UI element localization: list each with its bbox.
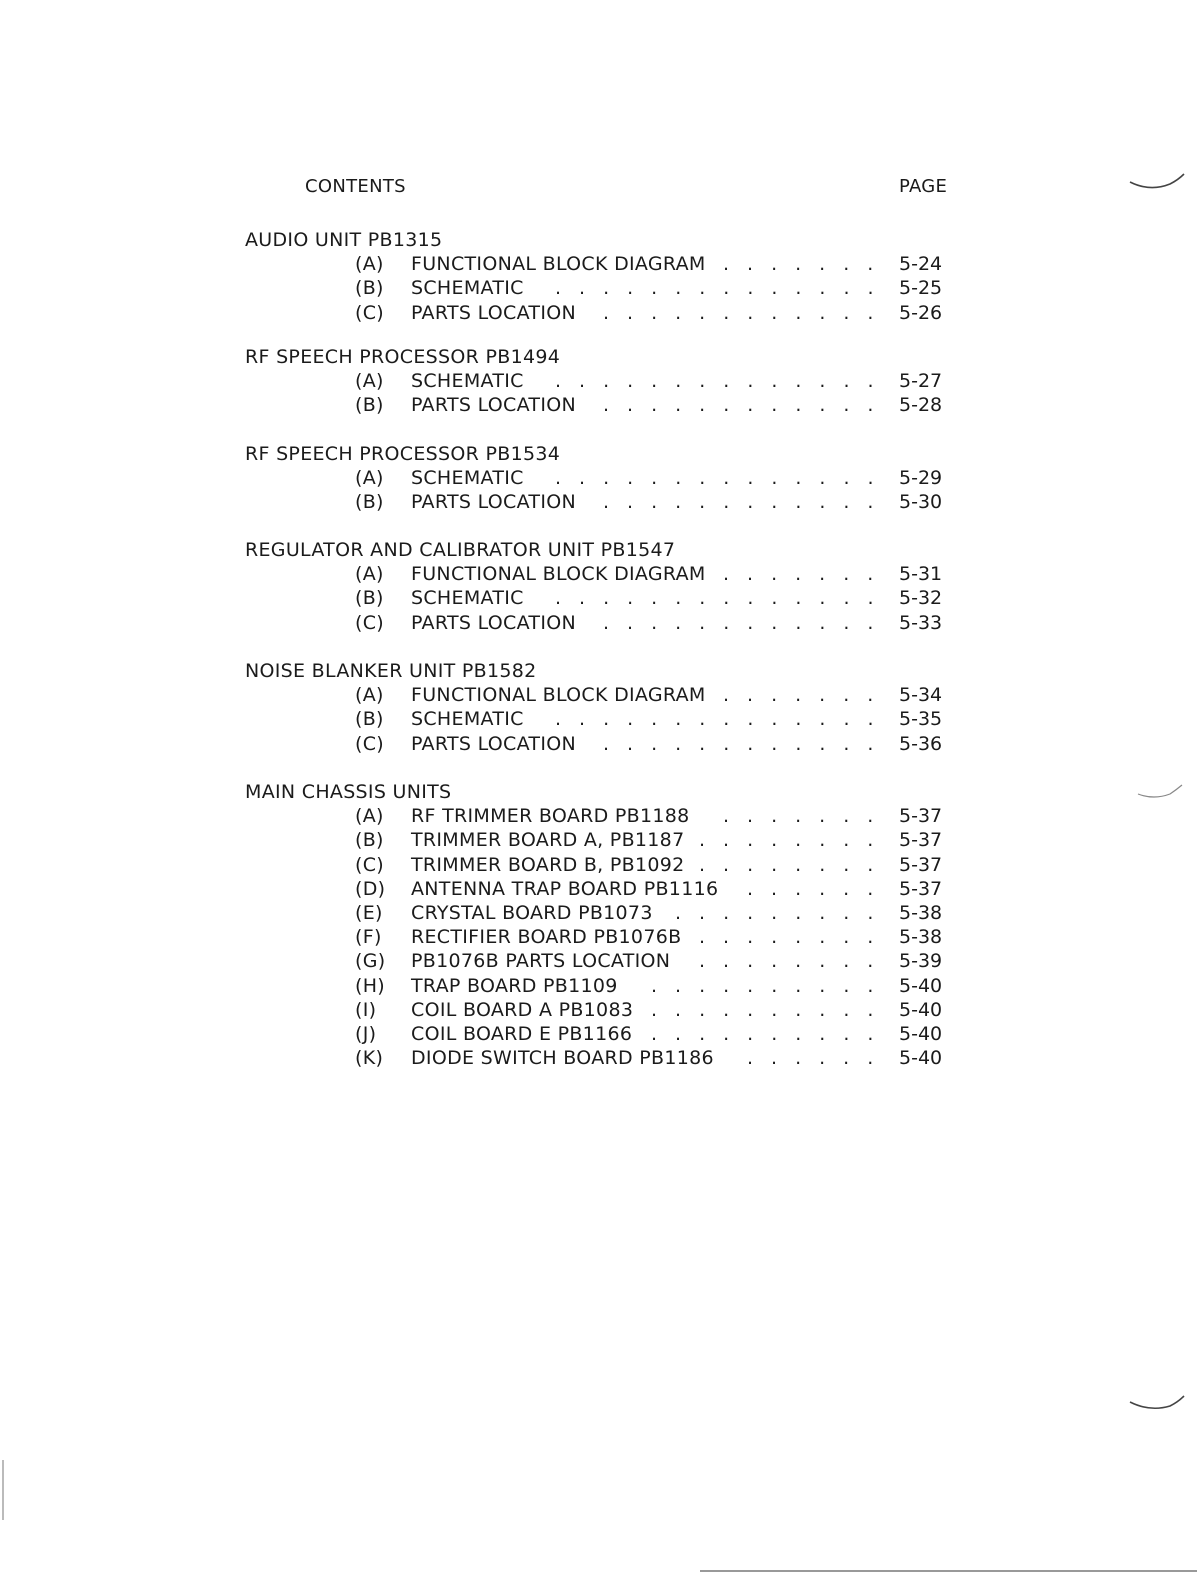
entry-title: FUNCTIONAL BLOCK DIAGRAM [411,684,706,706]
entry-page-number: 5-27 [899,370,943,392]
toc-entry [245,301,965,325]
entry-title: RF TRIMMER BOARD PB1188 [411,805,690,827]
entry-page-number: 5-37 [899,805,943,827]
toc-entry [245,949,965,973]
toc-entry [245,393,965,417]
entry-title: SCHEMATIC [411,370,524,392]
entry-title: FUNCTIONAL BLOCK DIAGRAM [411,253,706,275]
dot-leader: .............. [555,370,892,392]
entry-page-number: 5-30 [899,491,943,513]
toc-entry [245,901,965,925]
punch-mark-2 [1136,782,1186,802]
entry-letter: (K) [355,1047,384,1069]
entry-title: CRYSTAL BOARD PB1073 [411,902,653,924]
toc-entry [245,466,965,490]
dot-leader: ............ [603,491,892,513]
toc-entry [245,732,965,756]
section-title: MAIN CHASSIS UNITS [245,781,452,803]
entry-letter: (D) [355,878,386,900]
entry-letter: (B) [355,491,384,513]
entry-letter: (A) [355,253,384,275]
entry-title: COIL BOARD E PB1166 [411,1023,633,1045]
entry-letter: (B) [355,277,384,299]
section-title: RF SPEECH PROCESSOR PB1494 [245,346,561,368]
toc-entry [245,252,965,276]
left-edge-speck [2,1460,4,1520]
entry-letter: (H) [355,975,386,997]
entry-page-number: 5-33 [899,612,943,634]
entry-page-number: 5-24 [899,253,943,275]
dot-leader: .............. [555,467,892,489]
toc-entry [245,276,965,300]
toc-entry [245,877,965,901]
entry-letter: (G) [355,950,386,972]
entry-page-number: 5-40 [899,999,943,1021]
entry-page-number: 5-26 [899,302,943,324]
entry-letter: (B) [355,829,384,851]
dot-leader: ...... [747,1047,892,1069]
entry-title: PARTS LOCATION [411,394,576,416]
toc-entry [245,683,965,707]
toc-entry [245,707,965,731]
toc-entry [245,853,965,877]
entry-letter: (A) [355,684,384,706]
punch-mark-1 [1128,170,1188,192]
toc-entry [245,925,965,949]
entry-letter: (C) [355,612,384,634]
entry-letter: (F) [355,926,382,948]
entry-title: PARTS LOCATION [411,302,576,324]
dot-leader: ............ [603,612,892,634]
punch-mark-3 [1128,1392,1188,1414]
entry-page-number: 5-37 [899,854,943,876]
toc-entry [245,1046,965,1070]
dot-leader: .............. [555,277,892,299]
dot-leader: ............ [603,394,892,416]
entry-page-number: 5-25 [899,277,943,299]
entry-title: ANTENNA TRAP BOARD PB1116 [411,878,719,900]
entry-letter: (A) [355,370,384,392]
dot-leader: ....... [723,684,892,706]
entry-title: SCHEMATIC [411,277,524,299]
contents-heading: CONTENTS [305,176,406,197]
dot-leader: ....... [723,805,892,827]
entry-letter: (A) [355,805,384,827]
toc-entry [245,974,965,998]
bottom-edge-line [700,1570,1197,1572]
dot-leader: .......... [651,999,892,1021]
entry-page-number: 5-38 [899,926,943,948]
entry-page-number: 5-31 [899,563,943,585]
toc-entry [245,369,965,393]
entry-page-number: 5-40 [899,1023,943,1045]
entry-title: SCHEMATIC [411,708,524,730]
entry-title: RECTIFIER BOARD PB1076B [411,926,682,948]
entry-page-number: 5-28 [899,394,943,416]
entry-letter: (I) [355,999,377,1021]
toc-entry [245,490,965,514]
page-column-heading: PAGE [899,176,948,197]
entry-title: FUNCTIONAL BLOCK DIAGRAM [411,563,706,585]
entry-letter: (C) [355,302,384,324]
entry-page-number: 5-38 [899,902,943,924]
entry-title: PARTS LOCATION [411,733,576,755]
entry-page-number: 5-39 [899,950,943,972]
toc-entry [245,562,965,586]
dot-leader: ........ [699,950,892,972]
dot-leader: ........ [699,854,892,876]
entry-page-number: 5-36 [899,733,943,755]
toc-entry [245,828,965,852]
section-title: REGULATOR AND CALIBRATOR UNIT PB1547 [245,539,676,561]
entry-title: SCHEMATIC [411,467,524,489]
toc-entry [245,611,965,635]
entry-title: PARTS LOCATION [411,491,576,513]
dot-leader: .............. [555,587,892,609]
dot-leader: ......... [675,902,892,924]
dot-leader: .............. [555,708,892,730]
entry-title: TRAP BOARD PB1109 [411,975,618,997]
entry-page-number: 5-35 [899,708,943,730]
entry-title: DIODE SWITCH BOARD PB1186 [411,1047,714,1069]
entry-letter: (B) [355,708,384,730]
toc-entry [245,586,965,610]
entry-page-number: 5-40 [899,1047,943,1069]
entry-letter: (E) [355,902,383,924]
entry-title: TRIMMER BOARD A, PB1187 [411,829,685,851]
entry-title: PARTS LOCATION [411,612,576,634]
dot-leader: ........ [699,829,892,851]
dot-leader: ...... [747,878,892,900]
entry-title: PB1076B PARTS LOCATION [411,950,671,972]
entry-letter: (C) [355,854,384,876]
entry-page-number: 5-37 [899,829,943,851]
dot-leader: ........ [699,926,892,948]
dot-leader: ....... [723,563,892,585]
entry-letter: (A) [355,563,384,585]
dot-leader: ............ [603,302,892,324]
entry-title: COIL BOARD A PB1083 [411,999,634,1021]
dot-leader: ....... [723,253,892,275]
entry-title: SCHEMATIC [411,587,524,609]
entry-page-number: 5-32 [899,587,943,609]
toc-entry [245,998,965,1022]
toc-entry [245,1022,965,1046]
entry-title: TRIMMER BOARD B, PB1092 [411,854,685,876]
dot-leader: ............ [603,733,892,755]
entry-letter: (J) [355,1023,377,1045]
entry-letter: (A) [355,467,384,489]
entry-page-number: 5-34 [899,684,943,706]
entry-letter: (B) [355,587,384,609]
section-title: NOISE BLANKER UNIT PB1582 [245,660,537,682]
entry-letter: (B) [355,394,384,416]
dot-leader: .......... [651,975,892,997]
toc-entry [245,804,965,828]
entry-page-number: 5-37 [899,878,943,900]
section-title: AUDIO UNIT PB1315 [245,229,443,251]
section-title: RF SPEECH PROCESSOR PB1534 [245,443,561,465]
entry-page-number: 5-29 [899,467,943,489]
dot-leader: .......... [651,1023,892,1045]
entry-letter: (C) [355,733,384,755]
entry-page-number: 5-40 [899,975,943,997]
